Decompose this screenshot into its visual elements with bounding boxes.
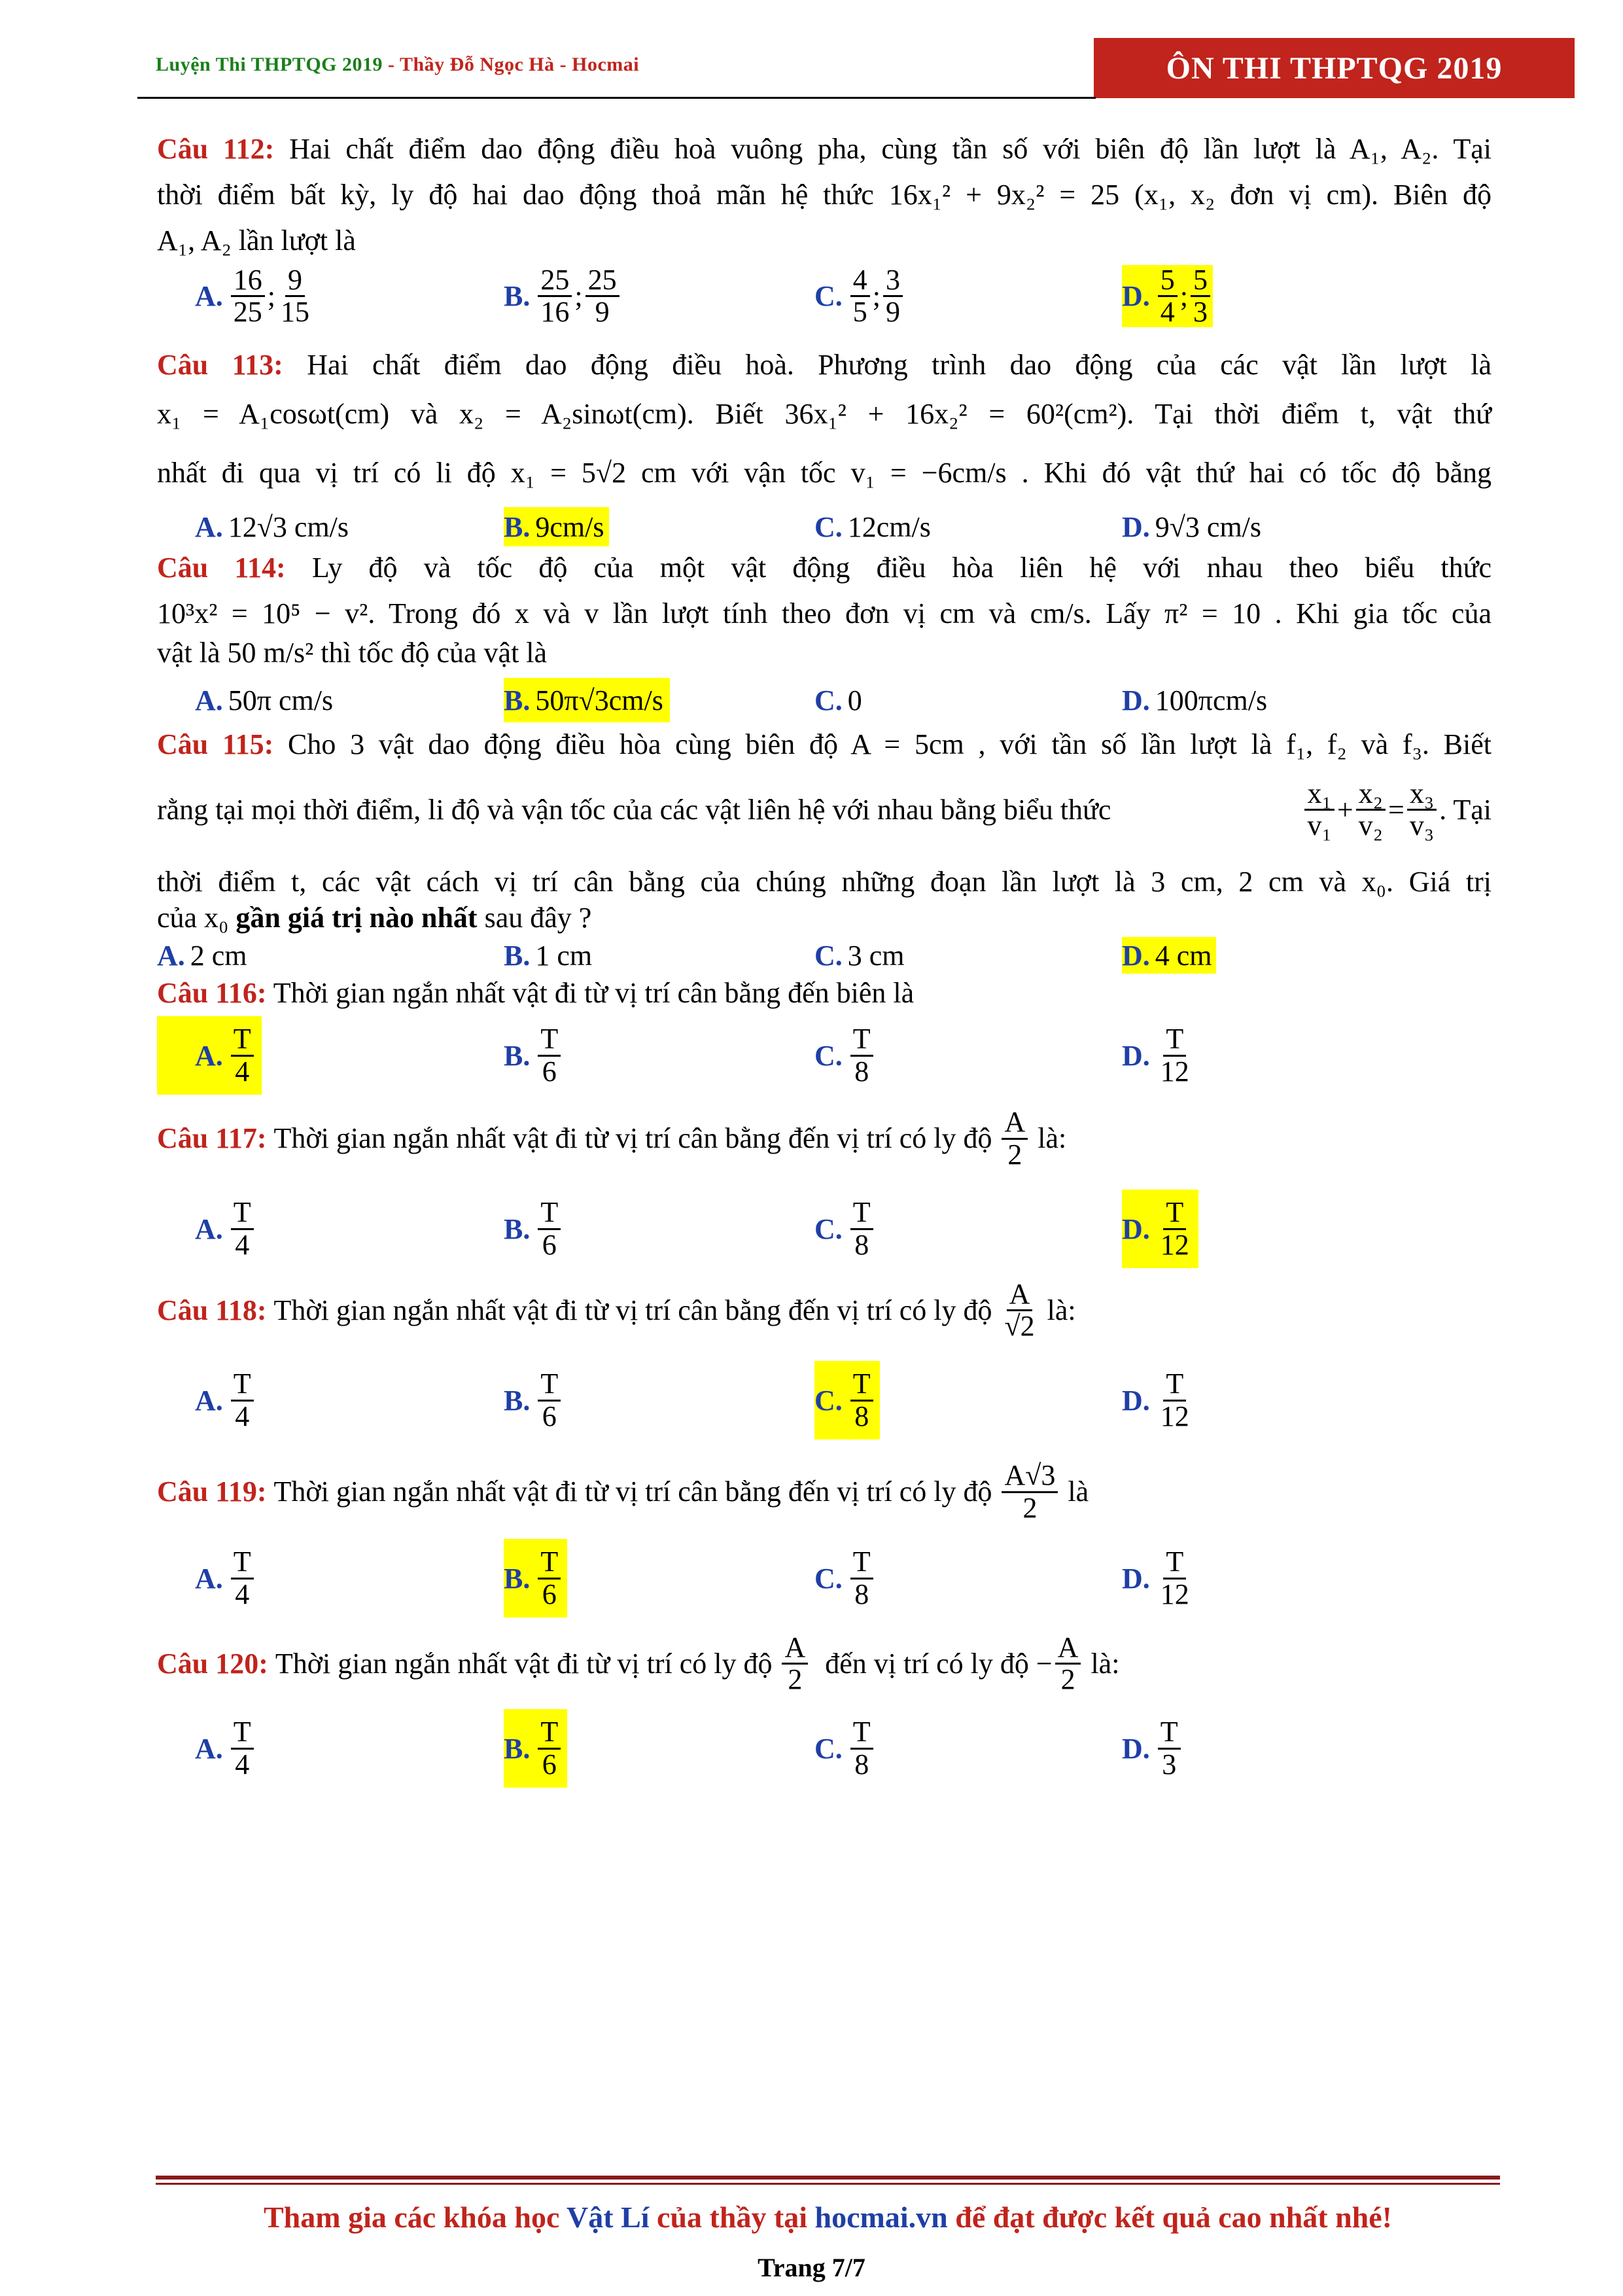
q112-option-c[interactable]: C. $\frac{4}{5}$ ; $\frac{3}{9}$ xyxy=(814,265,905,327)
q120-option-d[interactable]: D. $\frac{T}{3}$ xyxy=(1122,1709,1183,1788)
q115-option-a[interactable]: A. 2 cm xyxy=(157,939,247,972)
q118-stem: Câu 118: Thời gian ngắn nhất vật đi từ vị trí cân bằng đến vị trí có ly độ $\frac{A}{√2}$ là: xyxy=(157,1277,1076,1342)
page-number: Trang 7/7 xyxy=(758,2253,865,2282)
q114-option-d[interactable]: D. 100πcm/s xyxy=(1122,684,1268,716)
q112-option-d-correct[interactable]: D. $\frac{5}{4}$ ; $\frac{5}{3}$ xyxy=(1122,265,1213,327)
q117-option-a[interactable]: A. $\frac{T}{4}$ xyxy=(195,1190,256,1268)
q112-line3: A₁, A₂ lần lượt là xyxy=(157,224,356,256)
q115-line3: thời điểm t, các vật cách vị trí cân bằng của chúng những đoạn lần lượt là 3 cm, 2 cm và x₀. Giá trị xyxy=(157,866,1492,898)
q114-option-a[interactable]: A. 50π cm/s xyxy=(195,684,334,716)
header-divider xyxy=(137,97,1096,99)
q115-option-c[interactable]: C. 3 cm xyxy=(814,939,905,972)
q116-option-c[interactable]: C. $\frac{T}{8}$ xyxy=(814,1016,876,1095)
q120-stem: Câu 120: Thời gian ngắn nhất vật đi từ vị trí có ly độ $\frac{A}{2}$ đến vị trí có ly độ − $\frac{A}{2}$ là: xyxy=(157,1631,1120,1695)
q119-stem: Câu 119: Thời gian ngắn nhất vật đi từ vị trí cân bằng đến vị trí có ly độ $\frac{A√3}{2}$ là xyxy=(157,1459,1089,1524)
q118-option-c-correct[interactable]: C. $\frac{T}{8}$ xyxy=(814,1361,880,1439)
q112-option-a[interactable]: A. $\frac{16}{25}$ ; $\frac{9}{15}$ xyxy=(195,264,310,328)
footer-divider-thick xyxy=(156,2176,1500,2180)
q115-option-b[interactable]: B. 1 cm xyxy=(504,939,593,972)
q114-option-c[interactable]: C. 0 xyxy=(814,684,862,716)
q114-option-b-correct[interactable]: B. 50π√3cm/s xyxy=(504,678,670,722)
q115-option-d-correct[interactable]: D. 4 cm xyxy=(1122,937,1216,974)
q118-option-b[interactable]: B. $\frac{T}{6}$ xyxy=(504,1361,563,1439)
q113-option-c[interactable]: C. 12cm/s xyxy=(814,510,931,543)
q114-line1: Câu 114: Ly độ và tốc độ của một vật động điều hòa liên hệ với nhau theo biểu thức xyxy=(157,552,1492,584)
q113-line2: x₁ = A₁cosωt(cm) và x₂ = A₂sinωt(cm). Biết 36x₁² + 16x₂² = 60²(cm²). Tại thời điểm t, vật thứ xyxy=(157,398,1492,430)
q119-option-a[interactable]: A. $\frac{T}{4}$ xyxy=(195,1539,256,1617)
header-teacher: Thầy Đỗ Ngọc Hà xyxy=(399,54,555,75)
q113-option-a[interactable]: A. 12√3 cm/s xyxy=(195,510,349,543)
footer-divider-thin xyxy=(156,2183,1500,2185)
q120-option-c[interactable]: C. $\frac{T}{8}$ xyxy=(814,1709,876,1788)
footer-promo: Tham gia các khóa học Vật Lí của thầy tại hocmai.vn để đạt được kết quả cao nhất nhé! xyxy=(264,2200,1392,2234)
q120-option-b-correct[interactable]: B. $\frac{T}{6}$ xyxy=(504,1709,567,1788)
q113-line1: Câu 113: Hai chất điểm dao động điều hoà. Phương trình dao động của các vật lần lượt là xyxy=(157,349,1492,381)
q119-option-d[interactable]: D. $\frac{T}{12}$ xyxy=(1122,1545,1189,1610)
q118-option-a[interactable]: A. $\frac{T}{4}$ xyxy=(195,1361,256,1439)
header-left: Luyện Thi THPTQG 2019 - Thầy Đỗ Ngọc Hà - Hocmai xyxy=(156,54,640,75)
footer-link[interactable]: hocmai.vn xyxy=(814,2200,948,2234)
q113-option-d[interactable]: D. 9√3 cm/s xyxy=(1122,510,1262,543)
q116-stem: Câu 116: Thời gian ngắn nhất vật đi từ vị trí cân bằng đến biên là xyxy=(157,977,915,1009)
header-course: Luyện Thi THPTQG 2019 xyxy=(156,54,383,75)
q112-line2: thời điểm bất kỳ, ly độ hai dao động thoả mãn hệ thức 16x₁² + 9x₂² = 25 (x₁, x₂ đơn vị cm). Biên độ xyxy=(157,179,1492,211)
q120-option-a[interactable]: A. $\frac{T}{4}$ xyxy=(195,1709,256,1788)
q116-option-a-correct[interactable]: A. $\frac{T}{4}$ xyxy=(157,1016,262,1095)
q118-option-d[interactable]: D. $\frac{T}{12}$ xyxy=(1122,1368,1189,1432)
q113-line3: nhất đi qua vị trí có li độ x₁ = 5√2 cm với vận tốc v₁ = −6cm/s . Khi đó vật thứ hai có tốc độ bằng xyxy=(157,457,1492,489)
q117-option-b[interactable]: B. $\frac{T}{6}$ xyxy=(504,1190,563,1268)
header-title-box: ÔN THI THPTQG 2019 xyxy=(1094,38,1575,98)
q115-line4: của x₀ gần giá trị nào nhất sau đây ? xyxy=(157,902,592,934)
q117-option-d-correct[interactable]: D. $\frac{T}{12}$ xyxy=(1122,1190,1198,1268)
q114-line3: vật là 50 m/s² thì tốc độ của vật là xyxy=(157,637,548,669)
q112-line1: Câu 112: Hai chất điểm dao động điều hoà vuông pha, cùng tần số với biên độ lần lượt là A₁, A₂. Tại xyxy=(157,133,1492,165)
q115-line1: Câu 115: Cho 3 vật dao động điều hòa cùng biên độ A = 5cm , với tần số lần lượt là f₁, f₂ và f₃. Biết xyxy=(157,728,1492,760)
q115-line2: rằng tại mọi thời điểm, li độ và vận tốc của các vật liên hệ với nhau bằng biểu thức $\frac{\text{x₁}}{\text{v₁}}$ + $\frac{\text{x₂}}{\text{v₂}}$ = $\frac{\text{x₃}}{\text{v₃}}$ . Tại xyxy=(157,777,1492,842)
q113-option-b-correct[interactable]: B. 9cm/s xyxy=(504,507,609,546)
q117-stem: Câu 117: Thời gian ngắn nhất vật đi từ vị trí cân bằng đến vị trí có ly độ $\frac{A}{2}$ là: xyxy=(157,1106,1067,1171)
q114-line2: 10³x² = 10⁵ − v². Trong đó x và v lần lượt tính theo đơn vị cm và cm/s. Lấy π² = 10 . Khi gia tốc của xyxy=(157,597,1492,629)
q117-option-c[interactable]: C. $\frac{T}{8}$ xyxy=(814,1190,876,1268)
q116-option-d[interactable]: D. $\frac{T}{12}$ xyxy=(1122,1023,1189,1087)
q112-option-b[interactable]: B. $\frac{25}{16}$ ; $\frac{25}{9}$ xyxy=(504,265,622,327)
header-site: Hocmai xyxy=(572,54,640,75)
q119-option-b-correct[interactable]: B. $\frac{T}{6}$ xyxy=(504,1539,567,1617)
q116-option-b[interactable]: B. $\frac{T}{6}$ xyxy=(504,1016,563,1095)
q119-option-c[interactable]: C. $\frac{T}{8}$ xyxy=(814,1539,876,1617)
